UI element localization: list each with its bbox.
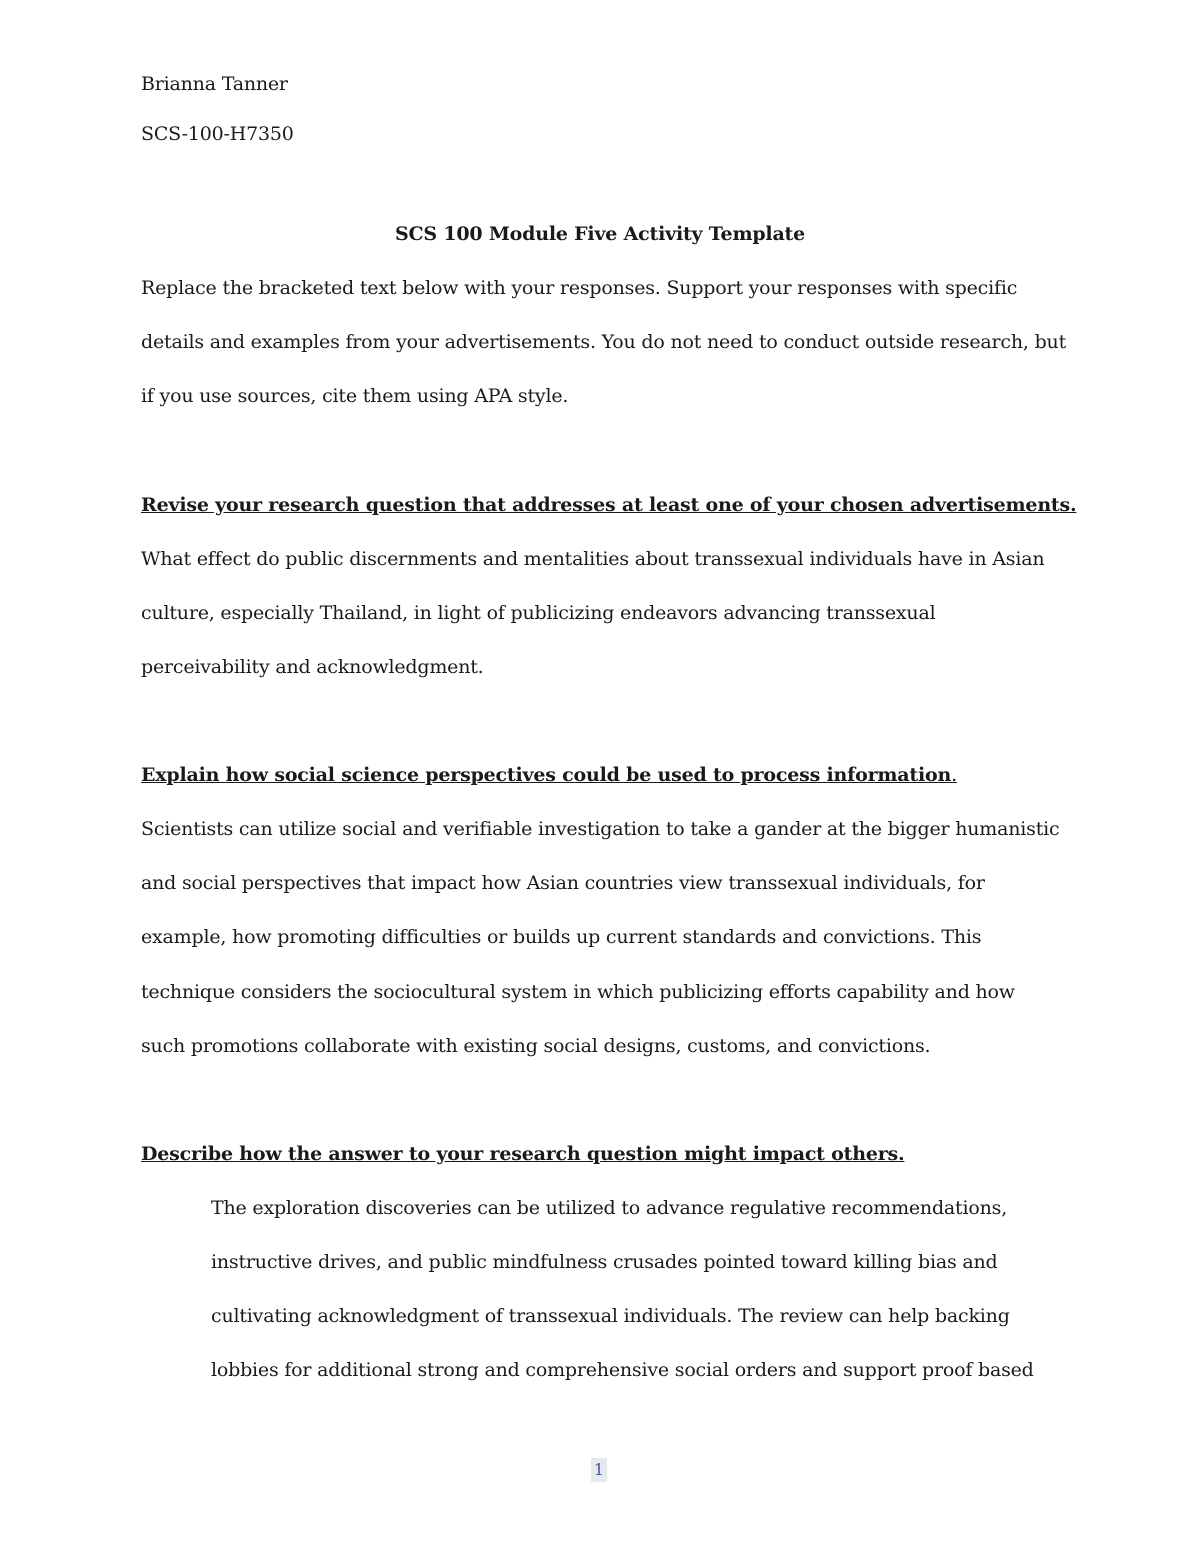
intro-line-1: Replace the bracketed text below with your responses. Support your responses with specific xyxy=(141,277,1018,299)
section-heading-research-question: Revise your research question that addresses at least one of your chosen advertisements. xyxy=(141,494,1077,516)
section-3-line-2: instructive drives, and public mindfulness crusades pointed toward killing bias and xyxy=(211,1251,998,1273)
section-1-line-1: What effect do public discernments and mentalities about transsexual individuals have in Asian xyxy=(141,548,1045,570)
section-2-line-5: such promotions collaborate with existing social designs, customs, and convictions. xyxy=(141,1035,931,1057)
page-number: 1 xyxy=(591,1458,607,1482)
author-name: Brianna Tanner xyxy=(141,73,288,95)
section-2-line-3: example, how promoting difficulties or builds up current standards and convictions. This xyxy=(141,926,982,948)
section-3-line-4: lobbies for additional strong and comprehensive social orders and support proof based xyxy=(211,1359,1034,1381)
section-1-line-3: perceivability and acknowledgment. xyxy=(141,656,484,678)
section-2-line-2: and social perspectives that impact how Asian countries view transsexual individuals, for xyxy=(141,872,985,894)
intro-line-2: details and examples from your advertisements. You do not need to conduct outside research, but xyxy=(141,331,1066,353)
course-code: SCS-100-H7350 xyxy=(141,123,294,145)
document-title: SCS 100 Module Five Activity Template xyxy=(394,223,806,245)
section-1-line-2: culture, especially Thailand, in light of publicizing endeavors advancing transsexual xyxy=(141,602,936,624)
section-heading-social-science: Explain how social science perspectives could be used to process information. xyxy=(141,764,957,786)
section-2-line-1: Scientists can utilize social and verifiable investigation to take a gander at the bigger humanistic xyxy=(141,818,1060,840)
section-3-line-3: cultivating acknowledgment of transsexual individuals. The review can help backing xyxy=(211,1305,1010,1327)
section-heading-impact: Describe how the answer to your research question might impact others. xyxy=(141,1143,905,1165)
section-3-line-1: The exploration discoveries can be utilized to advance regulative recommendations, xyxy=(211,1197,1008,1219)
section-2-line-4: technique considers the sociocultural system in which publicizing efforts capability and how xyxy=(141,981,1015,1003)
intro-line-3: if you use sources, cite them using APA style. xyxy=(141,385,569,407)
